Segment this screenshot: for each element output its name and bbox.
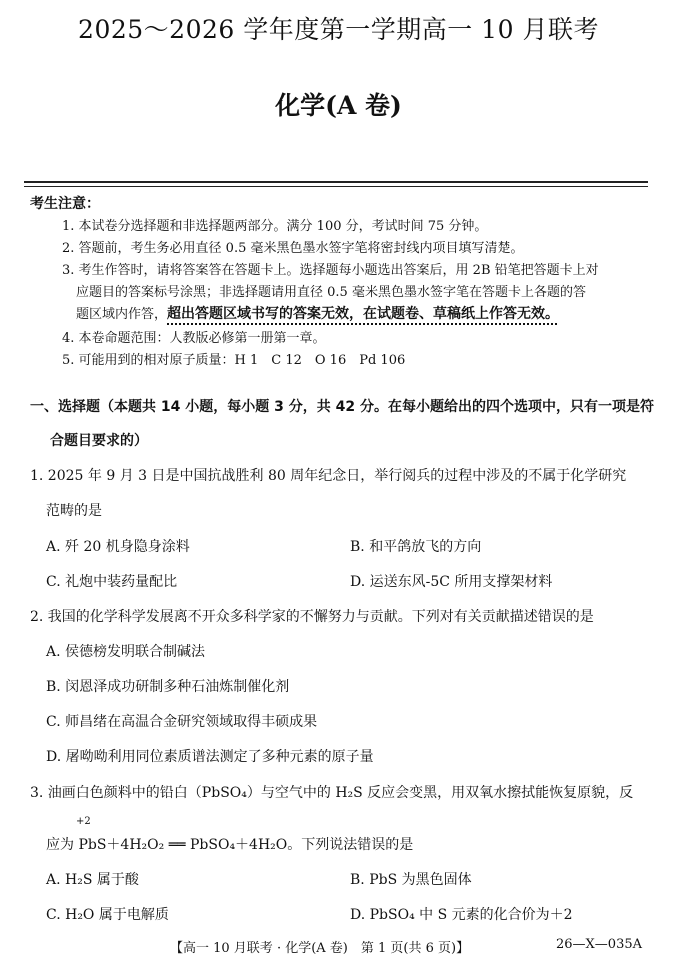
notice-item-3-cont2 (76, 303, 559, 323)
notice-item-2: 2. 答题前，考生务必用直径 0.5 毫米黑色墨水签字笔将密封线内项目填写清楚。 (62, 241, 524, 256)
question-1-option-b: B. 和平鸽放飞的方向 (350, 539, 482, 555)
exam-subtitle: 化学(A 卷) (275, 91, 402, 120)
question-3-option-a: A. H₂S 属于酸 (46, 872, 139, 888)
question-1-option-c: C. 礼炮中装药量配比 (46, 574, 178, 590)
question-1-option-d: D. 运送东风-5C 所用支撑架材料 (350, 574, 553, 590)
notice-item-3-cont: 应题目的答案标号涂黑；非选择题请用直径 0.5 毫米黑色墨水签字笔在答题卡上各题的答 (76, 285, 586, 300)
question-1-stem-cont: 范畴的是 (46, 503, 102, 519)
question-3-option-c: C. H₂O 属于电解质 (46, 907, 169, 923)
notice-item-1: 1. 本试卷分选择题和非选择题两部分。满分 100 分，考试时间 75 分钟。 (62, 219, 488, 234)
notice-item-4: 4. 本卷命题范围：人教版必修第一册第一章。 (62, 331, 326, 346)
divider-thin (24, 186, 648, 187)
question-2-stem: 2. 我国的化学科学发展离不开众多科学家的不懈努力与贡献。下列对有关贡献描述错误的是 (30, 609, 594, 625)
section-heading: 一、选择题（本题共 14 小题，每小题 3 分，共 42 分。在每小题给出的四个选项中，只有一项是符 (30, 399, 654, 415)
question-2-option-b: B. 闵恩泽成功研制多种石油炼制催化剂 (46, 679, 290, 695)
question-3-stem-cont: 应为 PbS＋4H₂O₂ ══ PbSO₄＋4H₂O。下列说法错误的是 (46, 837, 414, 853)
question-3-option-d: D. PbSO₄ 中 S 元素的化合价为＋2 (350, 907, 573, 923)
notice-item-3-tail: 题区域内作答， (76, 307, 168, 322)
page-footer: 【高一 10 月联考 · 化学(A 卷) 第 1 页(共 6 页)】 (170, 941, 470, 956)
oxidation-state-mark: +2 (76, 816, 91, 827)
question-2-option-d: D. 屠呦呦利用同位素质谱法测定了多种元素的原子量 (46, 749, 374, 765)
section-heading-cont: 合题目要求的） (50, 433, 148, 449)
question-1-option-a: A. 歼 20 机身隐身涂料 (46, 539, 190, 555)
question-2-option-a: A. 侯德榜发明联合制碱法 (46, 644, 206, 660)
question-3-option-b: B. PbS 为黑色固体 (350, 872, 472, 888)
question-3-stem: 3. 油画白色颜料中的铅白（PbSO₄）与空气中的 H₂S 反应会变黑，用双氧水擦拭能恢复原貌，反 (30, 785, 634, 801)
notice-heading: 考生注意： (30, 196, 100, 212)
divider-thick (24, 181, 648, 183)
question-2-option-c: C. 师昌绪在高温合金研究领域取得丰硕成果 (46, 714, 318, 730)
notice-emphasis: 超出答题区域书写的答案无效，在试题卷、草稿纸上作答无效。 (167, 306, 560, 322)
notice-item-3: 3. 考生作答时，请将答案答在答题卡上。选择题每小题选出答案后，用 2B 铅笔把答题卡上对 (62, 263, 599, 278)
notice-item-5: 5. 可能用到的相对原子质量：H 1 C 12 O 16 Pd 106 (62, 353, 406, 368)
question-1-stem: 1. 2025 年 9 月 3 日是中国抗战胜利 80 周年纪念日，举行阅兵的过程中涉及的不属于化学研究 (30, 468, 627, 484)
exam-title: 2025～2026 学年度第一学期高一 10 月联考 (78, 15, 599, 44)
paper-code: 26—X—035A (556, 937, 642, 952)
